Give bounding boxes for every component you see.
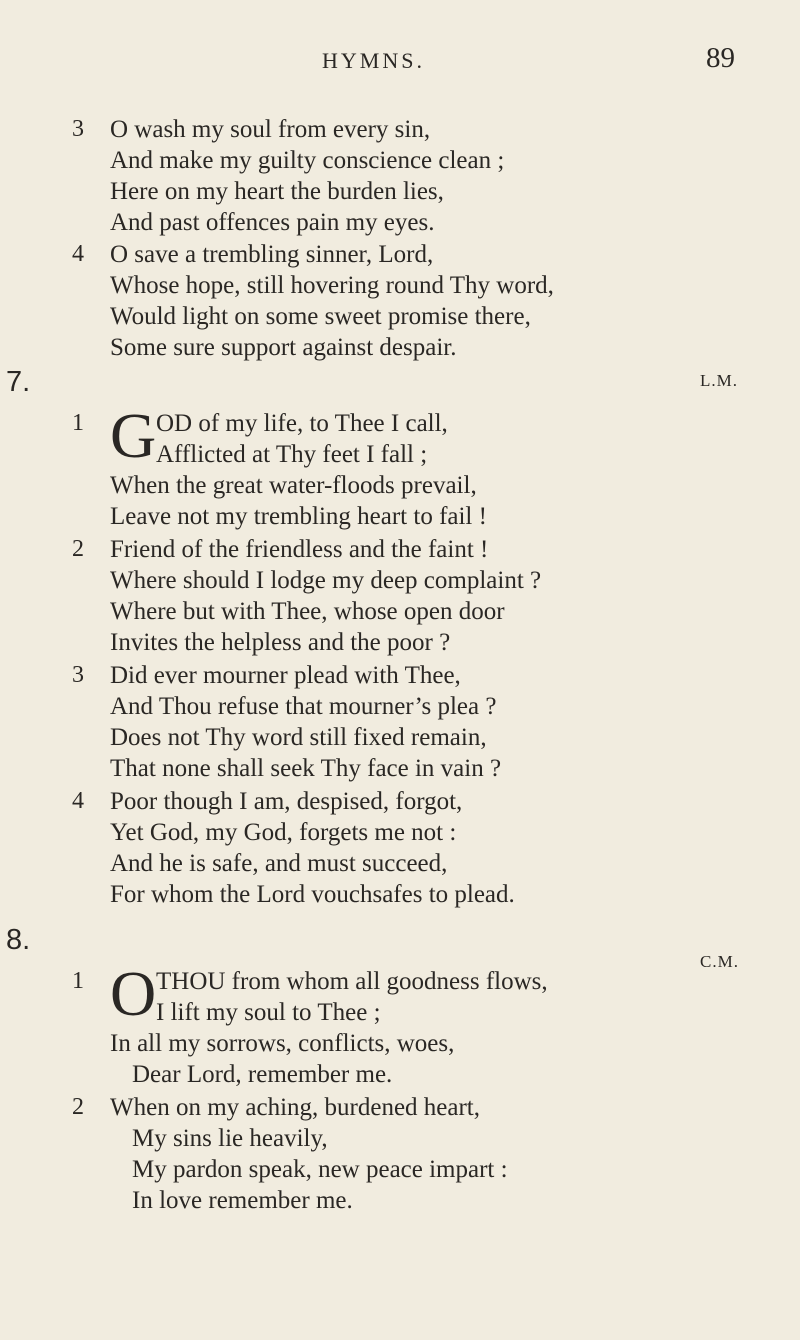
verse-line: In love remember me. bbox=[132, 1187, 353, 1214]
verse-line: When the great water-floods prevail, bbox=[110, 472, 477, 499]
verse-number: 3 bbox=[72, 116, 84, 142]
verse-line: Would light on some sweet promise there, bbox=[110, 303, 531, 330]
verse-line: Where but with Thee, whose open door bbox=[110, 598, 505, 625]
verse-line: In all my sorrows, conflicts, woes, bbox=[110, 1030, 455, 1057]
verse-line: For whom the Lord vouchsafes to plead. bbox=[110, 881, 515, 908]
verse-line: And make my guilty conscience clean ; bbox=[110, 147, 505, 174]
verse-number: 1 bbox=[72, 968, 84, 994]
verse-number: 2 bbox=[72, 536, 84, 562]
verse-line: Did ever mourner plead with Thee, bbox=[110, 662, 461, 689]
verse-line: Leave not my trembling heart to fail ! bbox=[110, 503, 487, 530]
page-number: 89 bbox=[706, 42, 735, 74]
drop-cap: G bbox=[110, 400, 157, 471]
verse-number: 4 bbox=[72, 788, 84, 814]
verse-line: I lift my soul to Thee ; bbox=[156, 999, 381, 1026]
verse-line: O wash my soul from every sin, bbox=[110, 116, 431, 143]
verse-line: And Thou refuse that mourner’s plea ? bbox=[110, 693, 497, 720]
drop-cap: O bbox=[110, 958, 157, 1029]
verse-number: 3 bbox=[72, 662, 84, 688]
verse-line: Friend of the friendless and the faint ! bbox=[110, 536, 489, 563]
verse-line: And past offences pain my eyes. bbox=[110, 209, 435, 236]
verse-line: And he is safe, and must succeed, bbox=[110, 850, 448, 877]
verse-line: Yet God, my God, forgets me not : bbox=[110, 819, 457, 846]
verse-line: My pardon speak, new peace impart : bbox=[132, 1156, 508, 1183]
meter-label: L.M. bbox=[700, 371, 738, 390]
verse-line: Where should I lodge my deep complaint ? bbox=[110, 567, 542, 594]
verse-number: 1 bbox=[72, 410, 84, 436]
verse-line-text: THOU from whom all goodness flows, bbox=[156, 968, 548, 995]
verse-line: Afflicted at Thy feet I fall ; bbox=[156, 441, 428, 468]
verse-number: 4 bbox=[72, 241, 84, 267]
verse-line: Here on my heart the burden lies, bbox=[110, 178, 444, 205]
verse-line: Some sure support against despair. bbox=[110, 334, 457, 361]
verse-line: Dear Lord, remember me. bbox=[132, 1061, 393, 1088]
verse-line: When on my aching, burdened heart, bbox=[110, 1094, 481, 1121]
verse-line: My sins lie heavily, bbox=[132, 1125, 328, 1152]
meter-label: C.M. bbox=[700, 952, 739, 971]
verse-line: That none shall seek Thy face in vain ? bbox=[110, 755, 502, 782]
verse-line: Poor though I am, despised, forgot, bbox=[110, 788, 463, 815]
hymn-number-8: 8. bbox=[6, 924, 31, 956]
verse-line: Does not Thy word still fixed remain, bbox=[110, 724, 487, 751]
verse-line: O save a trembling sinner, Lord, bbox=[110, 241, 434, 268]
running-head: HYMNS. bbox=[322, 48, 425, 73]
verse-number: 2 bbox=[72, 1094, 84, 1120]
verse-line: Invites the helpless and the poor ? bbox=[110, 629, 451, 656]
verse-line: Whose hope, still hovering round Thy word, bbox=[110, 272, 554, 299]
verse-line-text: OD of my life, to Thee I call, bbox=[156, 410, 448, 437]
hymn-number-7: 7. bbox=[6, 366, 31, 398]
